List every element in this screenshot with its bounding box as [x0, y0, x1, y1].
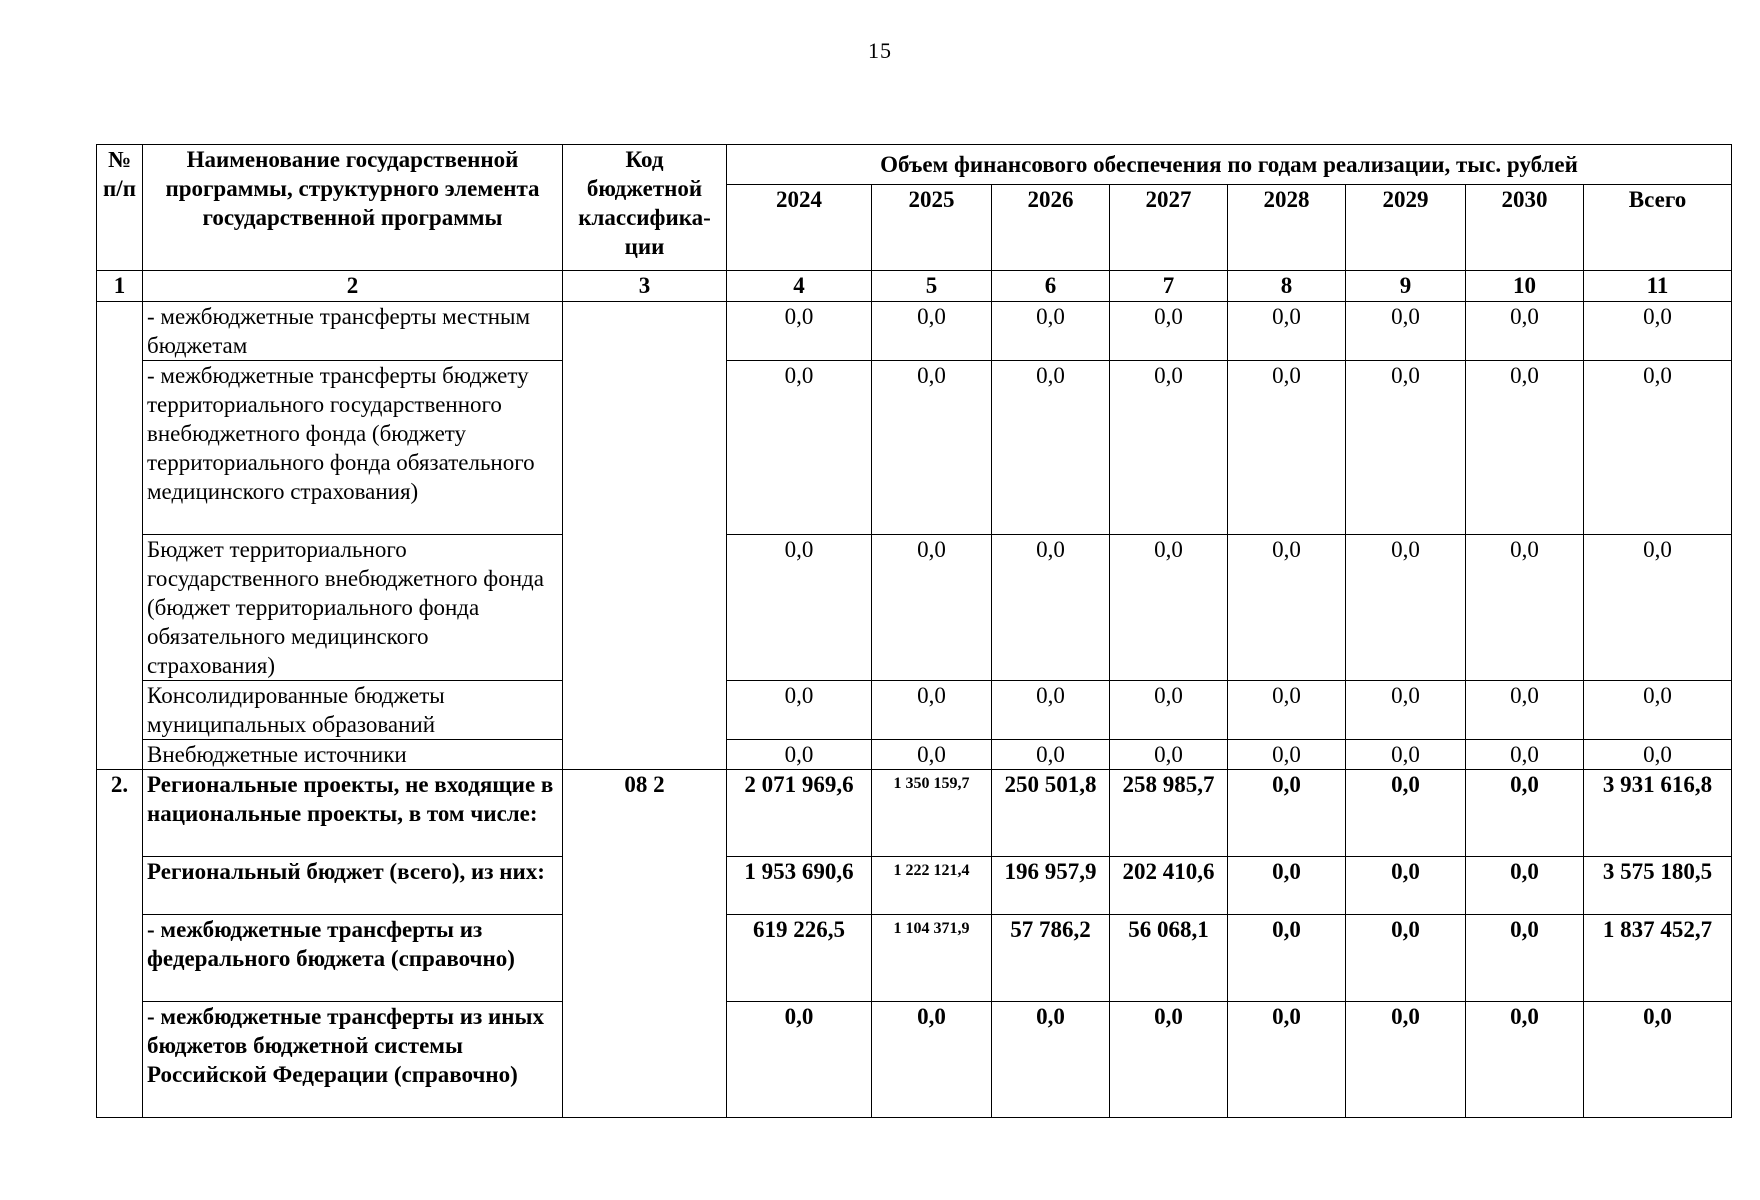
value-cell: 0,0	[1466, 915, 1584, 1002]
value-cell: 0,0	[992, 681, 1110, 740]
row-name: Консолидированные бюджеты муниципальных образований	[143, 681, 563, 740]
value-cell: 0,0	[727, 681, 872, 740]
value-cell: 0,0	[1466, 1002, 1584, 1118]
value-cell: 196 957,9	[992, 857, 1110, 915]
value-cell: 0,0	[1110, 1002, 1228, 1118]
value-cell: 0,0	[1584, 361, 1732, 535]
value-cell: 0,0	[872, 681, 992, 740]
table-row	[97, 770, 1732, 857]
row-name: - межбюджетные трансферты из федерального бюджета (справочно)	[143, 915, 563, 1002]
value-cell: 0,0	[1466, 681, 1584, 740]
value-cell: 2 071 969,6	[727, 770, 872, 857]
value-cell: 0,0	[1228, 681, 1346, 740]
value-cell: 1 104 371,9	[872, 915, 992, 1002]
header-code: Код бюджетной классифика-ции	[563, 145, 727, 271]
value-cell: 0,0	[1466, 740, 1584, 770]
value-cell: 0,0	[1466, 361, 1584, 535]
value-cell: 0,0	[1584, 535, 1732, 681]
header-total: Всего	[1584, 185, 1732, 271]
value-cell: 0,0	[1228, 915, 1346, 1002]
value-cell: 0,0	[727, 361, 872, 535]
value-cell: 0,0	[727, 740, 872, 770]
value-cell: 0,0	[1110, 740, 1228, 770]
value-cell: 56 068,1	[1110, 915, 1228, 1002]
value-cell: 0,0	[1584, 1002, 1732, 1118]
value-cell: 0,0	[872, 1002, 992, 1118]
value-cell: 0,0	[1346, 915, 1466, 1002]
page-number: 15	[868, 38, 892, 63]
value-cell: 0,0	[1110, 535, 1228, 681]
header-name: Наименование государственной программы, структурного элемента государственной программы	[143, 145, 563, 271]
row-name: Внебюджетные источники	[143, 740, 563, 770]
col-number: 11	[1584, 271, 1732, 302]
value-cell: 0,0	[992, 302, 1110, 361]
financing-table	[96, 144, 1732, 1118]
value-cell: 0,0	[1584, 681, 1732, 740]
value-cell: 1 222 121,4	[872, 857, 992, 915]
value-cell: 0,0	[727, 535, 872, 681]
value-cell: 0,0	[1466, 302, 1584, 361]
col-number: 2	[143, 271, 563, 302]
value-cell: 0,0	[1110, 302, 1228, 361]
row-code-cell	[563, 302, 727, 770]
header-year: 2027	[1110, 185, 1228, 271]
table-row	[97, 1002, 1732, 1118]
value-cell: 619 226,5	[727, 915, 872, 1002]
table-row	[97, 740, 1732, 770]
value-cell: 0,0	[1346, 857, 1466, 915]
value-cell: 0,0	[992, 1002, 1110, 1118]
row-code-cell: 08 2	[563, 770, 727, 1118]
row-name: Региональный бюджет (всего), из них:	[143, 857, 563, 915]
col-number: 6	[992, 271, 1110, 302]
value-cell: 0,0	[1346, 681, 1466, 740]
value-cell: 0,0	[1346, 302, 1466, 361]
value-cell: 0,0	[1466, 857, 1584, 915]
table-row	[97, 535, 1732, 681]
value-cell: 1 350 159,7	[872, 770, 992, 857]
value-cell: 0,0	[1346, 770, 1466, 857]
col-number: 8	[1228, 271, 1346, 302]
value-cell: 0,0	[1228, 535, 1346, 681]
value-cell: 0,0	[1228, 302, 1346, 361]
table-row	[97, 915, 1732, 1002]
col-number: 4	[727, 271, 872, 302]
header-year: 2029	[1346, 185, 1466, 271]
value-cell: 3 931 616,8	[1584, 770, 1732, 857]
value-cell: 0,0	[1346, 535, 1466, 681]
row-name: - межбюджетные трансферты местным бюджетам	[143, 302, 563, 361]
value-cell: 0,0	[992, 361, 1110, 535]
value-cell: 0,0	[727, 302, 872, 361]
value-cell: 0,0	[872, 740, 992, 770]
header-year: 2026	[992, 185, 1110, 271]
value-cell: 0,0	[1346, 1002, 1466, 1118]
value-cell: 1 953 690,6	[727, 857, 872, 915]
value-cell: 0,0	[1228, 770, 1346, 857]
table-row	[97, 681, 1732, 740]
value-cell: 0,0	[992, 535, 1110, 681]
header-year: 2025	[872, 185, 992, 271]
value-cell: 3 575 180,5	[1584, 857, 1732, 915]
table-row	[97, 302, 1732, 361]
table-row	[97, 361, 1732, 535]
value-cell: 202 410,6	[1110, 857, 1228, 915]
row-name: - межбюджетные трансферты бюджету территориального государственного внебюджетного фонда (бюджету территориального фонда обязательного медицинского страхования)	[143, 361, 563, 535]
value-cell: 57 786,2	[992, 915, 1110, 1002]
col-number: 7	[1110, 271, 1228, 302]
value-cell: 0,0	[1228, 1002, 1346, 1118]
value-cell: 0,0	[1110, 681, 1228, 740]
col-number: 5	[872, 271, 992, 302]
value-cell: 0,0	[1228, 361, 1346, 535]
column-numbers-row	[97, 271, 1732, 302]
value-cell: 0,0	[1110, 361, 1228, 535]
value-cell: 0,0	[872, 535, 992, 681]
value-cell: 0,0	[1584, 302, 1732, 361]
value-cell: 0,0	[1346, 361, 1466, 535]
header-year: 2024	[727, 185, 872, 271]
row-name: Бюджет территориального государственного внебюджетного фонда (бюджет территориального фонда обязательного медицинского страхования)	[143, 535, 563, 681]
value-cell: 0,0	[1228, 857, 1346, 915]
col-number: 1	[97, 271, 143, 302]
value-cell: 0,0	[727, 1002, 872, 1118]
col-number: 10	[1466, 271, 1584, 302]
value-cell: 0,0	[992, 740, 1110, 770]
header-year: 2030	[1466, 185, 1584, 271]
col-number: 9	[1346, 271, 1466, 302]
header-volume: Объем финансового обеспечения по годам реализации, тыс. рублей	[727, 145, 1732, 185]
value-cell: 0,0	[872, 302, 992, 361]
row-name: Региональные проекты, не входящие в национальные проекты, в том числе:	[143, 770, 563, 857]
value-cell: 0,0	[1584, 740, 1732, 770]
row-num-cell	[97, 302, 143, 770]
value-cell: 1 837 452,7	[1584, 915, 1732, 1002]
table-row	[97, 857, 1732, 915]
value-cell: 0,0	[1228, 740, 1346, 770]
value-cell: 250 501,8	[992, 770, 1110, 857]
value-cell: 0,0	[1346, 740, 1466, 770]
header-num: № п/п	[97, 145, 143, 271]
value-cell: 0,0	[872, 361, 992, 535]
value-cell: 0,0	[1466, 535, 1584, 681]
row-num-cell: 2.	[97, 770, 143, 1118]
value-cell: 0,0	[1466, 770, 1584, 857]
header-year: 2028	[1228, 185, 1346, 271]
row-name: - межбюджетные трансферты из иных бюджетов бюджетной системы Российской Федерации (справочно)	[143, 1002, 563, 1118]
value-cell: 258 985,7	[1110, 770, 1228, 857]
col-number: 3	[563, 271, 727, 302]
